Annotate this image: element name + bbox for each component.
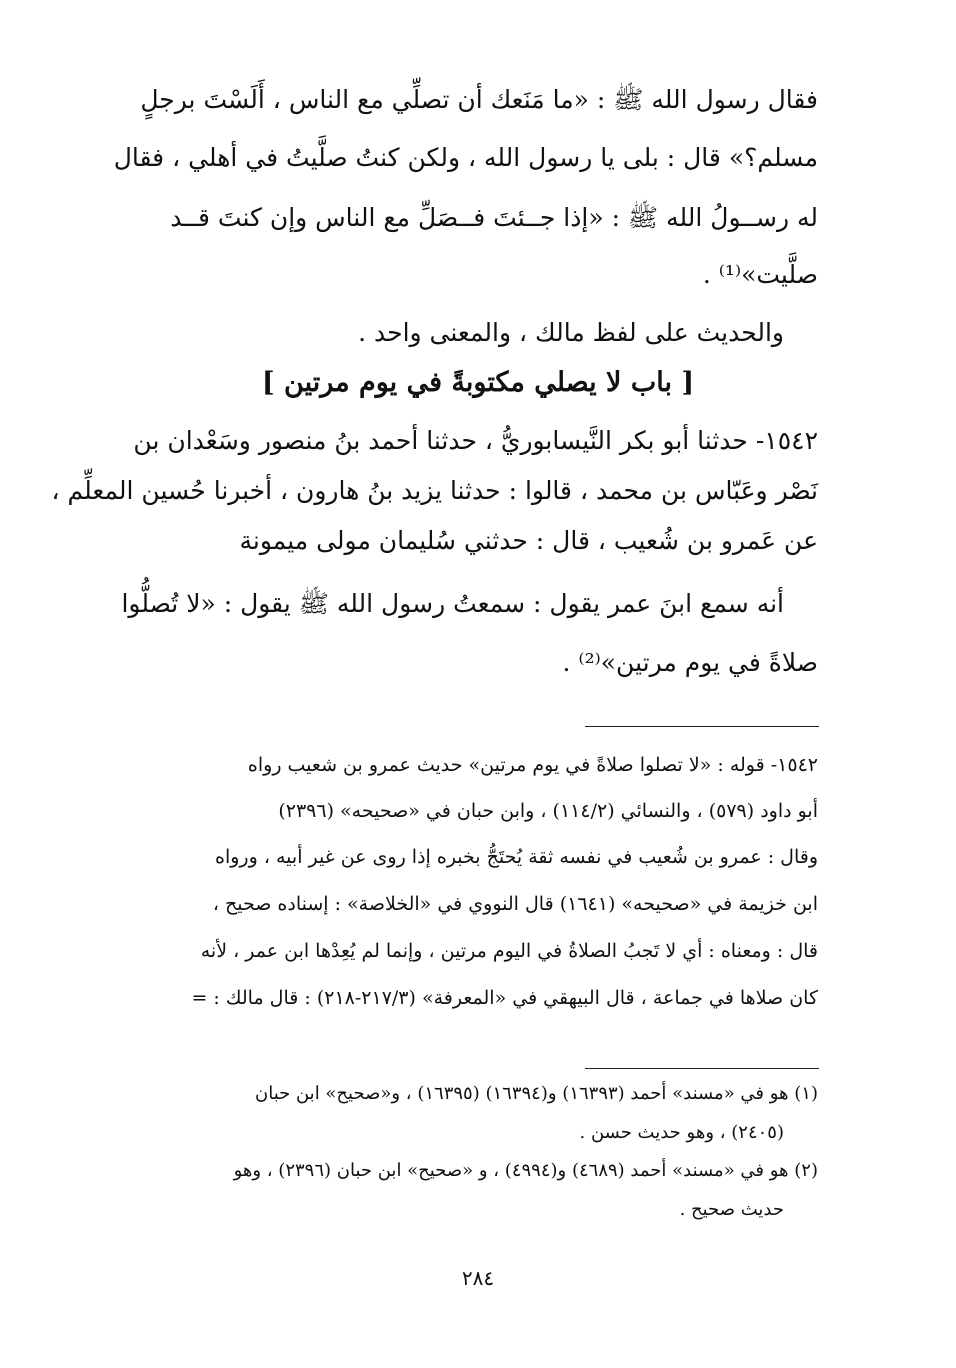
commentary-separator (585, 726, 819, 727)
footnote-line: (٢٤٠٥) ، وهو حديث حسن . (579, 1122, 784, 1143)
page-number: ٢٨٤ (461, 1266, 495, 1290)
footnotes-separator (585, 1068, 819, 1069)
commentary-line: كان صلاها في جماعة ، قال البيهقي في «المعرفة» (٢١٧/٣-٢١٨) : قال مالك : = (191, 987, 818, 1009)
main-text-line: ١٥٤٢- حدثنا أبو بكر النَّيسابوريُّ ، حدثنا أحمد بنُ منصور وسَعْدان بن (133, 426, 818, 455)
main-text-line: مسلم؟» قال : بلى يا رسول الله ، ولكن كنتُ صلَّيتُ في أهلي ، فقال (113, 143, 818, 172)
main-text-line: والحديث على لفظ مالك ، والمعنى واحد . (358, 318, 784, 347)
main-text-line: نَصْر وعَبّاس بن محمد ، قالوا : حدثنا يزيد بنُ هارون ، أخبرنا حُسين المعلِّم ، (51, 476, 818, 505)
main-text-line: عن عَمرو بن شُعيب ، قال : حدثني سُليمان مولى ميمونة (239, 526, 818, 555)
footnote-line: (٢) هو في «مسند» أحمد (٤٦٨٩) و(٤٩٩٤) ، و «صحيح» ابن حبان (٢٣٩٦) ، وهو (233, 1160, 818, 1181)
commentary-line: ابن خزيمة في «صحيحه» (١٦٤١) قال النووي في «الخلاصة» : إسناده صحيح ، (212, 893, 818, 915)
main-text-line: أنه سمع ابنَ عمر يقول : سمعتُ رسول الله ﷺ يقول : «لا تُصلُّوا (121, 589, 784, 618)
main-text-line: صلاةً في يوم مرتين»⁽²⁾ . (562, 648, 818, 677)
footnote-line: (١) هو في «مسند» أحمد (١٦٣٩٣) و(١٦٣٩٤) (١٦٣٩٥) ، و«صحيح» ابن حبان (255, 1083, 818, 1104)
main-text-line: له رســولُ الله ﷺ : «إذا جــئتَ فــصَلِّ مع الناس وإن كنتَ قــد (170, 203, 818, 232)
commentary-line: ١٥٤٢- قوله : «لا تصلوا صلاةً في يوم مرتين» حديث عمرو بن شعيب رواه (247, 754, 818, 776)
footnote-line: حديث صحيح . (679, 1199, 784, 1220)
main-text-line: فقال رسول الله ﷺ : «ما مَنَعك أن تصلِّي مع الناس ، أَلَسْتَ برجلٍ (140, 85, 818, 114)
commentary-line: أبو داود (٥٧٩) ، والنسائي (١١٤/٢) ، وابن حبان في «صحيحه» (٢٣٩٦) (278, 800, 818, 822)
chapter-heading: [ باب لا يصلي مكتوبةً في يوم مرتين ] (261, 367, 695, 398)
main-text-line: صلَّيت»⁽¹⁾ . (702, 260, 818, 289)
commentary-line: قال : ومعناه : أي لا تَجبُ الصلاةُ في اليوم مرتين ، وإنما لم يُعِدْها ابن عمر ، لأنه (200, 940, 818, 962)
commentary-line: وقال : عمرو بن شُعيب في نفسه ثقة يُحتَجُّ بخبره إذا روى عن غير أبيه ، ورواه (215, 846, 818, 868)
